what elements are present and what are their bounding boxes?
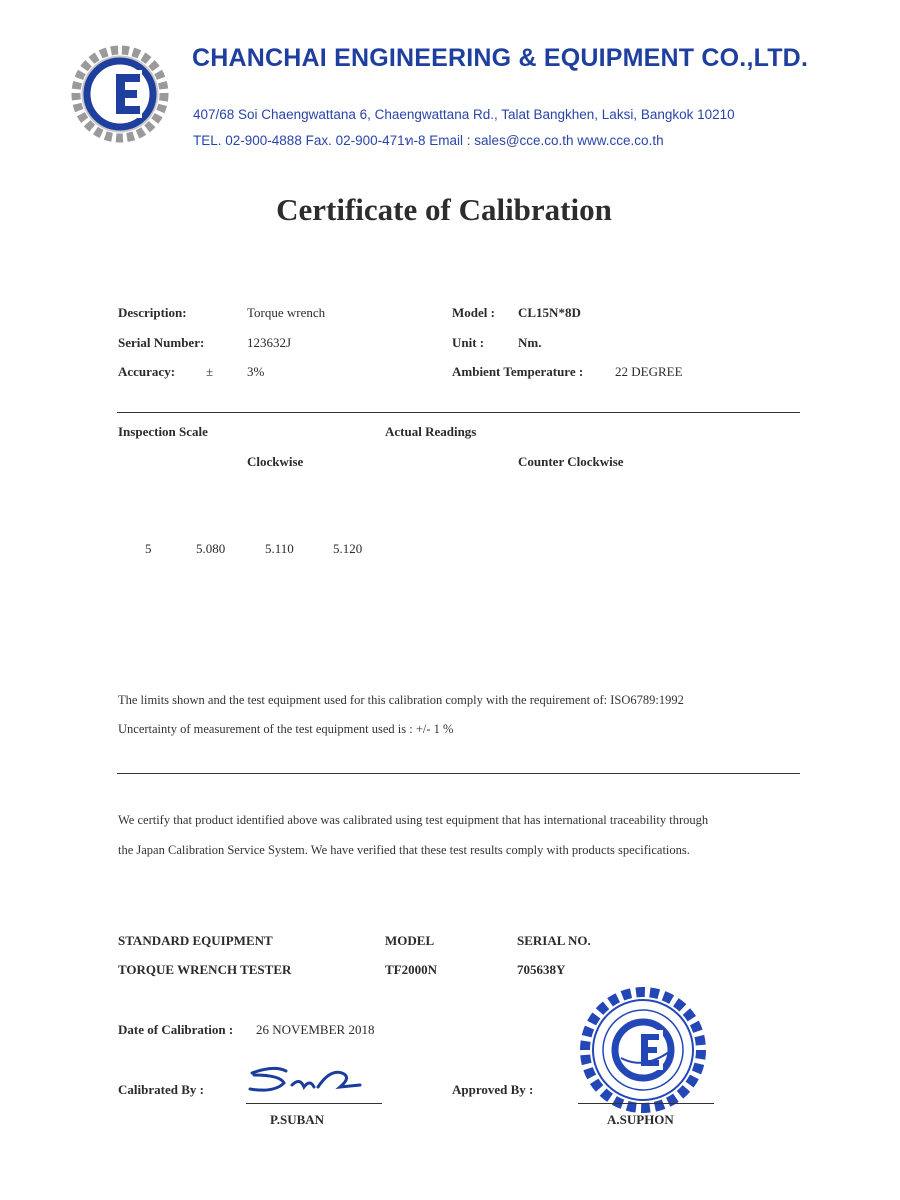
reading-scale: 5 xyxy=(145,541,152,556)
ambient-temperature-value: 22 DEGREE xyxy=(615,364,683,379)
equipment-serial-value: 705638Y xyxy=(517,962,566,977)
unit-value: Nm. xyxy=(518,335,542,350)
standard-equipment-label: STANDARD EQUIPMENT xyxy=(118,933,273,948)
company-address: 407/68 Soi Chaengwattana 6, Chaengwattana Rd., Talat Bangkhen, Laksi, Bangkok 10210 xyxy=(193,107,735,122)
description-label: Description: xyxy=(118,305,187,320)
ambient-temperature-label: Ambient Temperature : xyxy=(452,364,584,379)
equipment-name: TORQUE WRENCH TESTER xyxy=(118,962,292,977)
signature-icon xyxy=(244,1063,364,1099)
actual-readings-label: Actual Readings xyxy=(385,424,477,439)
accuracy-value: 3% xyxy=(247,364,265,379)
serial-number-value: 123632J xyxy=(247,335,292,350)
clockwise-label: Clockwise xyxy=(247,454,304,469)
inspection-scale-label: Inspection Scale xyxy=(118,424,208,439)
company-contact: TEL. 02-900-4888 Fax. 02-900-471ท-8 Email : sales@cce.co.th www.cce.co.th xyxy=(193,133,664,148)
model-value: CL15N*8D xyxy=(518,305,581,320)
uncertainty-text: Uncertainty of measurement of the test equipment used is : +/- 1 % xyxy=(118,722,454,736)
unit-label: Unit : xyxy=(452,335,485,350)
equipment-model-label: MODEL xyxy=(385,933,435,948)
certification-line-2: the Japan Calibration Service System. We have verified that these test results comply with products specifications. xyxy=(118,843,690,857)
date-of-calibration-value: 26 NOVEMBER 2018 xyxy=(256,1022,375,1037)
divider-middle xyxy=(117,773,800,774)
equipment-model-value: TF2000N xyxy=(385,962,437,977)
approved-by-name: A.SUPHON xyxy=(607,1112,674,1127)
accuracy-sign: ± xyxy=(206,364,214,379)
company-logo-icon xyxy=(70,38,170,150)
reading-value: 5.080 xyxy=(196,541,226,556)
compliance-limits-text: The limits shown and the test equipment used for this calibration comply with the requirement of: ISO6789:1992 xyxy=(118,693,684,707)
calibrated-signature-line xyxy=(246,1103,382,1104)
approved-signature-line xyxy=(578,1103,714,1104)
serial-number-label: Serial Number: xyxy=(118,335,205,350)
company-seal-icon xyxy=(578,985,708,1115)
equipment-serial-label: SERIAL NO. xyxy=(517,933,591,948)
certification-line-1: We certify that product identified above was calibrated using test equipment that has international traceability through xyxy=(118,813,709,827)
accuracy-label: Accuracy: xyxy=(118,364,176,379)
model-label: Model : xyxy=(452,305,495,320)
description-value: Torque wrench xyxy=(247,305,326,320)
date-of-calibration-label: Date of Calibration : xyxy=(118,1022,234,1037)
reading-value: 5.110 xyxy=(265,541,294,556)
reading-value: 5.120 xyxy=(333,541,363,556)
calibrated-by-label: Calibrated By : xyxy=(118,1082,204,1097)
divider-top xyxy=(117,412,800,413)
certificate-title: Certificate of Calibration xyxy=(276,192,612,227)
calibrated-by-name: P.SUBAN xyxy=(270,1112,325,1127)
counter-clockwise-label: Counter Clockwise xyxy=(518,454,624,469)
approved-by-label: Approved By : xyxy=(452,1082,534,1097)
company-name: CHANCHAI ENGINEERING & EQUIPMENT CO.,LTD. xyxy=(192,44,809,72)
